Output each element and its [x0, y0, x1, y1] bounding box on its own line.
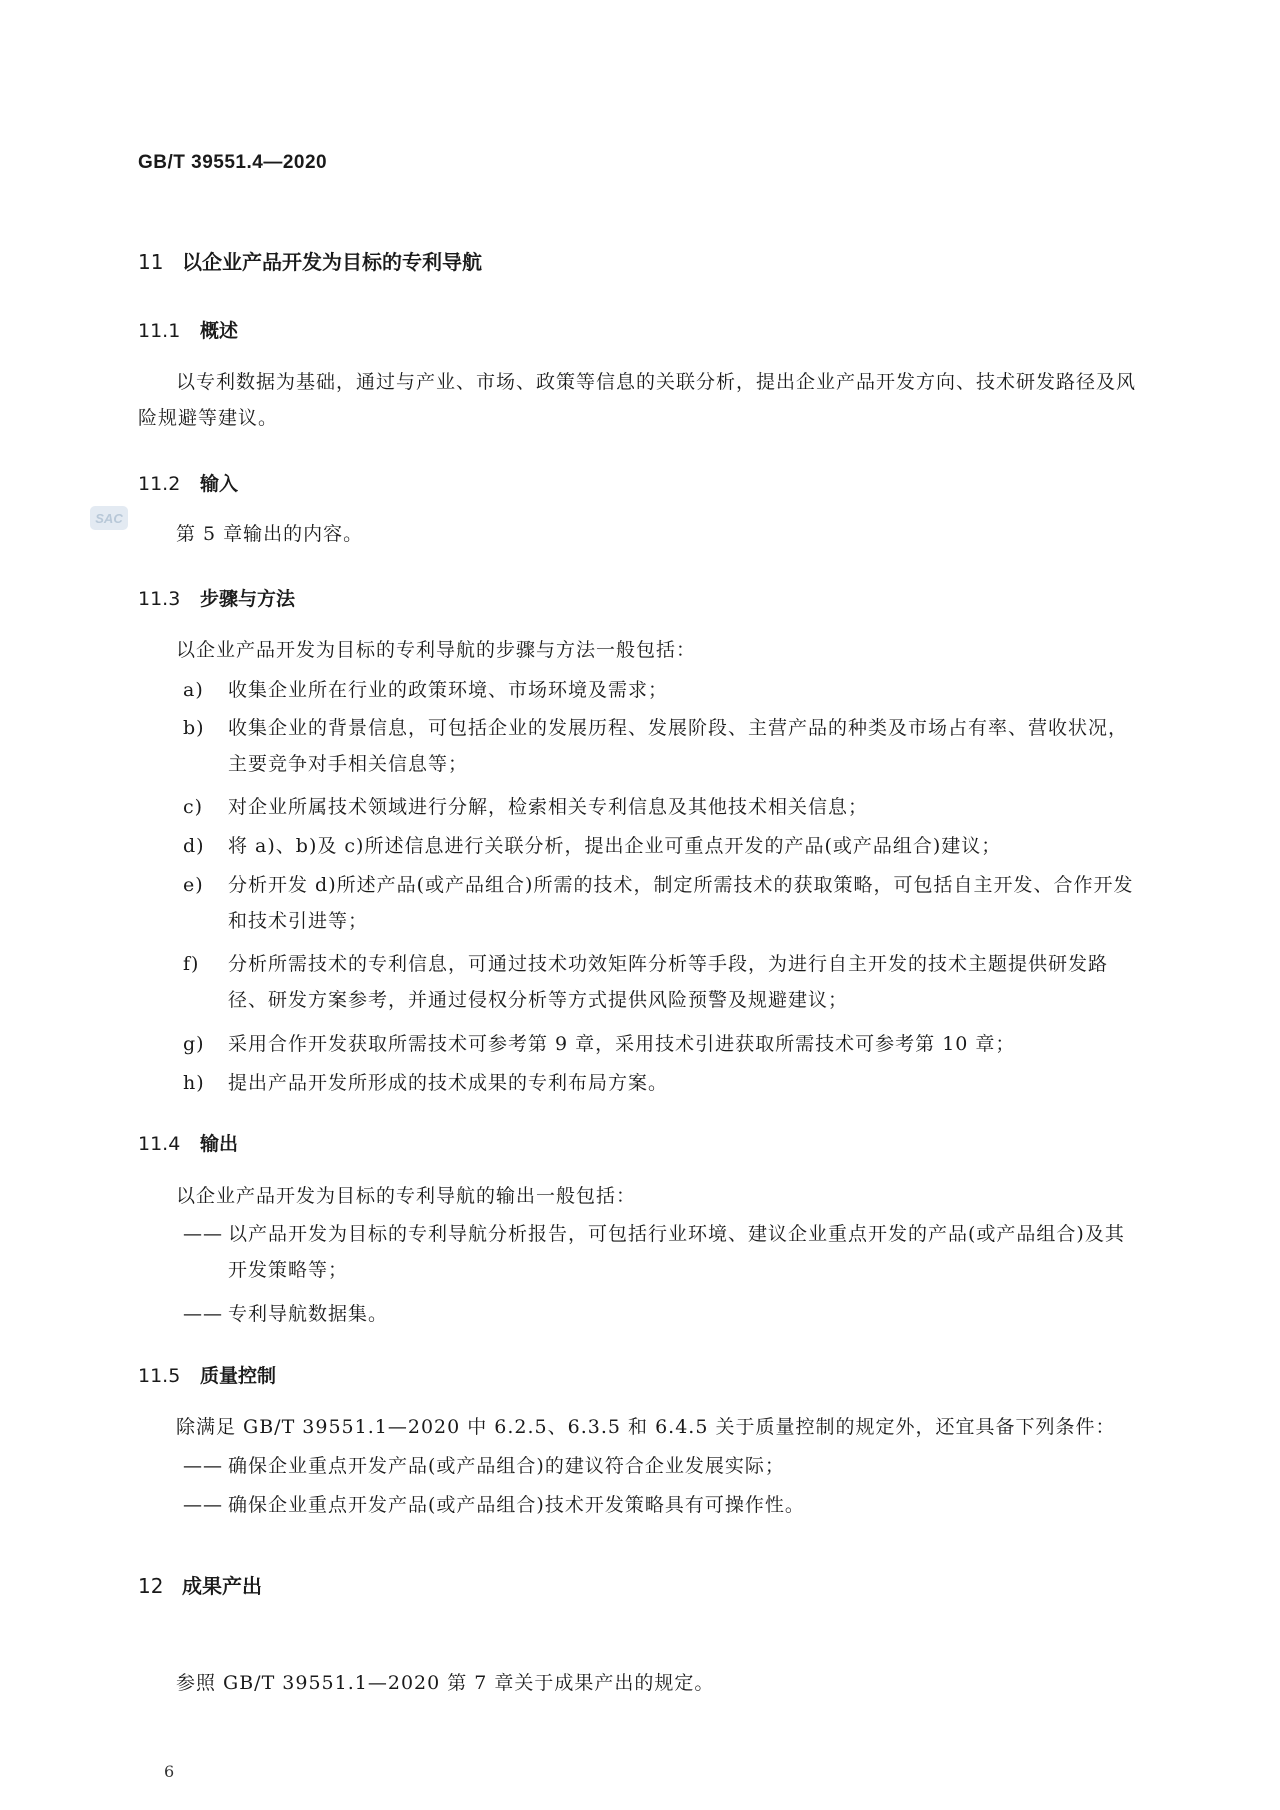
dash-text: 以产品开发为目标的专利导航分析报告，可包括行业环境、建议企业重点开发的产品(或产品组合)及其开发策略等； — [228, 1223, 1125, 1281]
list-text: 分析所需技术的专利信息，可通过技术功效矩阵分析等手段，为进行自主开发的技术主题提供研发路径、研发方案参考，并通过侵权分析等方式提供风险预警及规避建议； — [228, 953, 1109, 1011]
section-11-2-body: 第 5 章输出的内容。 — [176, 523, 364, 545]
section-title: 概述 — [200, 320, 239, 342]
list-item — [183, 672, 1138, 708]
list-marker: e) — [183, 874, 204, 896]
section-title: 步骤与方法 — [200, 588, 296, 610]
list-item — [183, 789, 1138, 825]
list-marker: f) — [183, 953, 200, 975]
section-title: 以企业产品开发为目标的专利导航 — [182, 250, 482, 274]
list-item — [183, 946, 1138, 1018]
section-11-heading — [138, 246, 482, 275]
section-11-4-heading — [138, 1129, 238, 1156]
section-title: 成果产出 — [182, 1574, 262, 1598]
section-11-5-intro: 除满足 GB/T 39551.1—2020 中 6.2.5、6.3.5 和 6.4.5 关于质量控制的规定外，还宜具备下列条件： — [176, 1416, 1116, 1438]
list-marker: c) — [183, 796, 204, 818]
dash-text: 确保企业重点开发产品(或产品组合)技术开发策略具有可操作性。 — [228, 1494, 805, 1516]
dash-marker: —— — [183, 1455, 223, 1477]
list-marker: a) — [183, 679, 204, 701]
section-title: 输入 — [200, 473, 239, 495]
standard-number: GB/T 39551.4—2020 — [138, 152, 328, 173]
section-title: 输出 — [200, 1133, 239, 1155]
list-item — [183, 1026, 1138, 1062]
list-text: 收集企业的背景信息，可包括企业的发展历程、发展阶段、主营产品的种类及市场占有率、营收状况，主要竞争对手相关信息等； — [228, 717, 1129, 775]
svg-text:SAC: SAC — [95, 511, 123, 526]
list-text: 将 a)、b)及 c)所述信息进行关联分析，提出企业可重点开发的产品(或产品组合)建议； — [228, 835, 1002, 857]
list-text: 对企业所属技术领域进行分解，检索相关专利信息及其他技术相关信息； — [228, 796, 869, 818]
section-11-3-intro: 以企业产品开发为目标的专利导航的步骤与方法一般包括： — [176, 639, 697, 661]
list-text: 提出产品开发所形成的技术成果的专利布局方案。 — [228, 1072, 669, 1094]
page-number: 6 — [164, 1762, 175, 1781]
dash-item — [183, 1216, 1138, 1288]
section-title: 质量控制 — [200, 1365, 277, 1387]
list-text: 收集企业所在行业的政策环境、市场环境及需求； — [228, 679, 669, 701]
section-number: 11 — [138, 250, 164, 274]
section-12-body: 参照 GB/T 39551.1—2020 第 7 章关于成果产出的规定。 — [176, 1672, 715, 1694]
section-number: 11.3 — [138, 588, 181, 610]
list-text: 采用合作开发获取所需技术可参考第 9 章，采用技术引进获取所需技术可参考第 10 章； — [228, 1033, 1016, 1055]
list-marker: h) — [183, 1072, 205, 1094]
section-11-3-heading — [138, 584, 295, 611]
section-number: 11.2 — [138, 473, 181, 495]
dash-text: 确保企业重点开发产品(或产品组合)的建议符合企业发展实际； — [228, 1455, 785, 1477]
dash-item — [183, 1448, 1138, 1484]
section-number: 11.5 — [138, 1365, 181, 1387]
dash-marker: —— — [183, 1223, 223, 1245]
list-marker: b) — [183, 717, 205, 739]
list-text: 分析开发 d)所述产品(或产品组合)所需的技术，制定所需技术的获取策略，可包括自主开发、合作开发和技术引进等； — [228, 874, 1134, 932]
sac-logo — [88, 500, 132, 534]
section-11-1-heading — [138, 316, 238, 343]
section-number: 11.1 — [138, 320, 181, 342]
list-item — [183, 710, 1138, 782]
dash-item — [183, 1296, 1138, 1332]
list-marker: d) — [183, 835, 205, 857]
section-11-1-body: 以专利数据为基础，通过与产业、市场、政策等信息的关联分析，提出企业产品开发方向、技术研发路径及风险规避等建议。 — [138, 371, 1137, 429]
list-marker: g) — [183, 1033, 205, 1055]
list-item — [183, 1065, 1138, 1101]
section-11-4-intro: 以企业产品开发为目标的专利导航的输出一般包括： — [176, 1185, 637, 1207]
section-12-heading — [138, 1570, 262, 1599]
section-number: 12 — [138, 1574, 164, 1598]
section-number: 11.4 — [138, 1133, 181, 1155]
dash-marker: —— — [183, 1494, 223, 1516]
section-11-5-heading — [138, 1361, 276, 1388]
section-11-2-heading — [138, 469, 238, 496]
dash-marker: —— — [183, 1303, 223, 1325]
dash-item — [183, 1487, 1138, 1523]
list-item — [183, 828, 1138, 864]
list-item — [183, 867, 1138, 939]
dash-text: 专利导航数据集。 — [228, 1303, 389, 1325]
